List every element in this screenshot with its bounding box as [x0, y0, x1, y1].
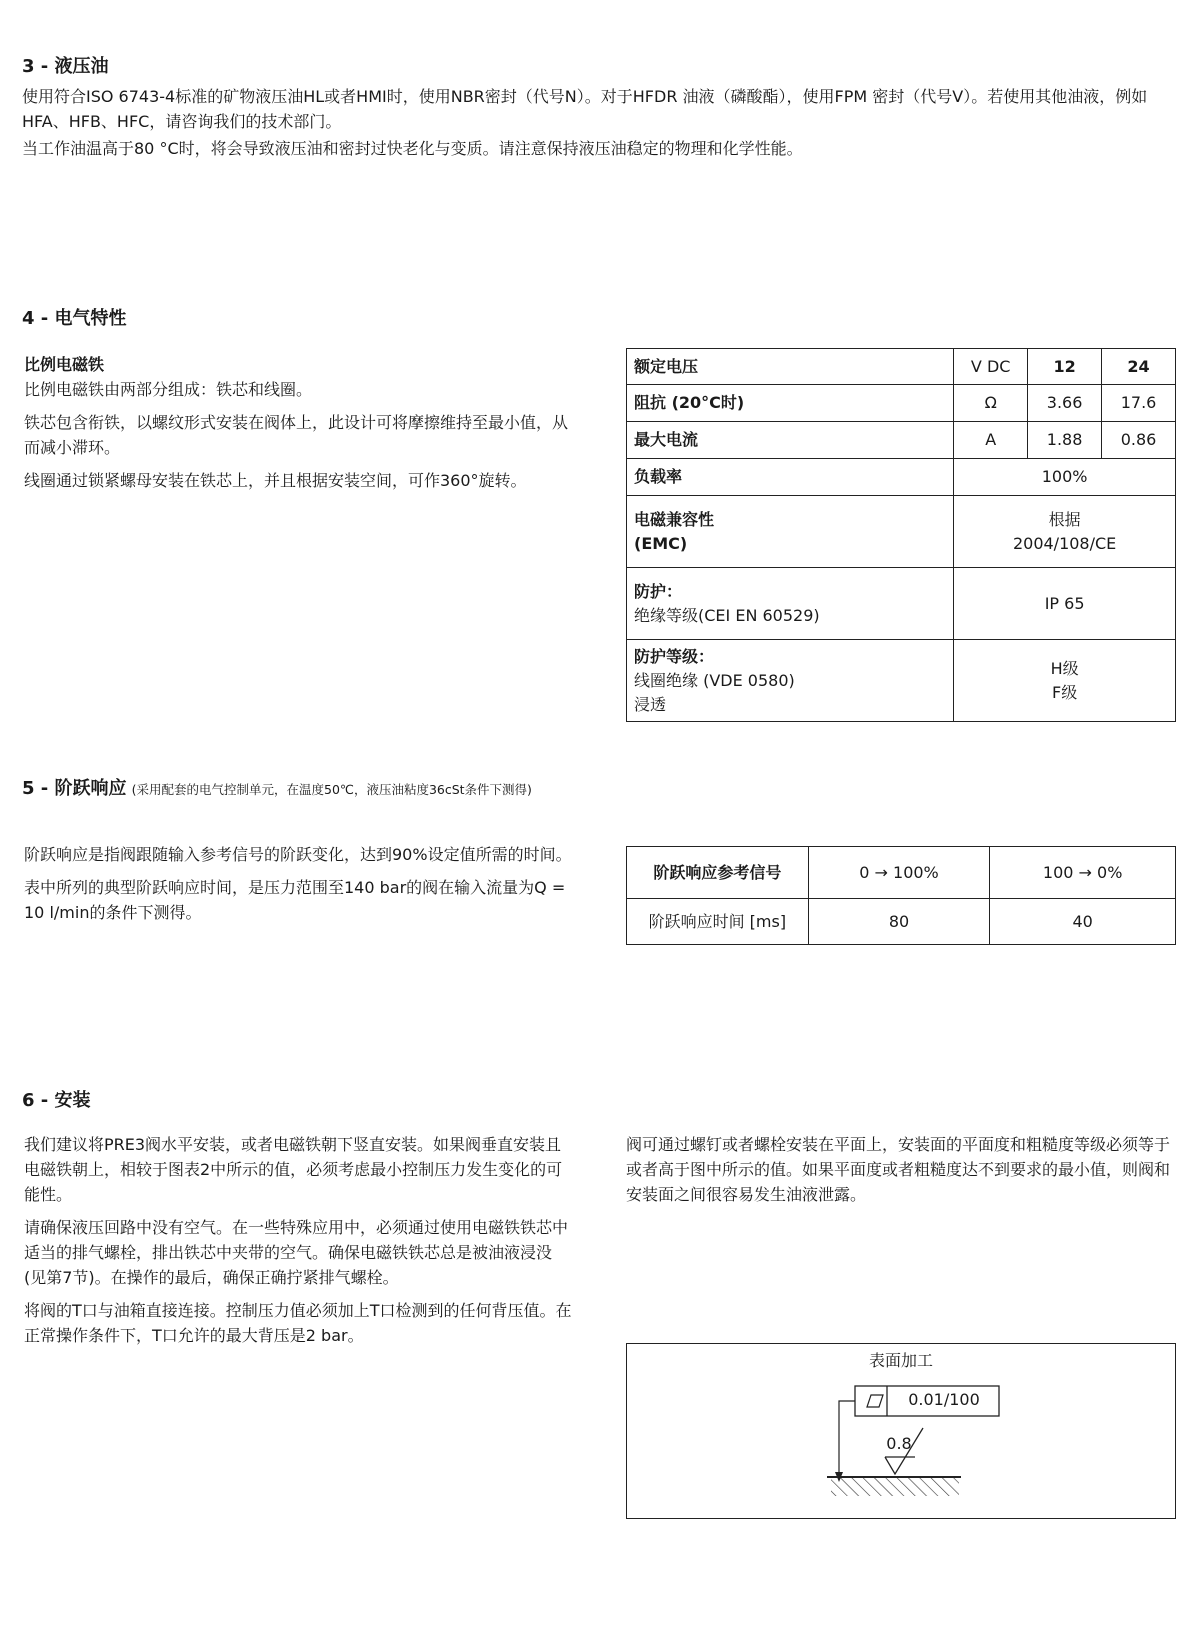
protection-class-value: [954, 640, 1176, 722]
protection-class-line-3: 浸透: [634, 694, 667, 714]
resistance-24: 17.6: [1102, 385, 1176, 422]
roughness-value: 0.8: [886, 1434, 912, 1453]
surface-finish-drawing: [627, 1344, 1175, 1518]
section-4-paragraph-3: 线圈通过锁紧螺母安装在铁芯上，并且根据安装空间，可作360°旋转。: [24, 471, 527, 490]
section-6-paragraph-3: 将阀的T口与油箱直接连接。控制压力值必须加上T口检测到的任何背压值。在正常操作条件下，T口允许的最大背压是2 bar。: [24, 1301, 572, 1345]
step-response-table: [626, 846, 1176, 945]
protection-label: [627, 568, 954, 640]
step-time-rise: 80: [808, 899, 990, 945]
leader-line: [839, 1401, 855, 1476]
surface-finish-figure: [626, 1343, 1176, 1519]
surface-finish-title: 表面加工: [868, 1351, 933, 1370]
table-row: [627, 899, 1176, 945]
step-signal-fall: 100 → 0%: [990, 847, 1176, 899]
duty-cycle-value: 100%: [954, 459, 1176, 496]
section-4-paragraph-2: 铁芯包含衔铁，以螺纹形式安装在阀体上，此设计可将摩擦维持至最小值，从而减小滞环。: [24, 413, 569, 457]
emc-value-line-2: 2004/108/CE: [1012, 533, 1117, 553]
flatness-icon: [867, 1395, 883, 1407]
section-4-body: [24, 352, 572, 501]
section-3-title: 3 - 液压油: [22, 56, 109, 77]
section-5-body: [24, 842, 572, 933]
section-5-note: (采用配套的电气控制单元，在温度50℃，液压油粘度36cSt条件下测得): [131, 782, 532, 797]
table-row: [627, 349, 1176, 385]
step-time-fall: 40: [990, 899, 1176, 945]
table-row: [627, 640, 1176, 722]
step-signal-label: 阶跃响应参考信号: [627, 847, 809, 899]
section-6-body-left: [24, 1132, 572, 1356]
emc-label-line-1: 电磁兼容性: [634, 509, 715, 529]
protection-label-line-1: 防护：: [634, 581, 683, 601]
protection-label-line-2: 绝缘等级(CEI EN 60529): [634, 605, 820, 625]
protection-class-line-1: 防护等级：: [634, 646, 715, 666]
max-current-unit: A: [954, 422, 1028, 459]
emc-label: [627, 496, 954, 568]
section-3-paragraph-2: 当工作油温高于80 °C时，将会导致液压油和密封过快老化与变质。请注意保持液压油稳定的物理和化学性能。: [22, 139, 803, 158]
section-6-title: 6 - 安装: [22, 1090, 91, 1111]
electrical-spec-table: [626, 348, 1176, 722]
table-row: [627, 847, 1176, 899]
step-time-label: 阶跃响应时间 [ms]: [627, 899, 809, 945]
rated-voltage-24: 24: [1102, 349, 1176, 385]
emc-value-line-1: 根据: [1048, 509, 1081, 529]
resistance-label: 阻抗 (20°C时): [627, 385, 954, 422]
step-signal-rise: 0 → 100%: [808, 847, 990, 899]
duty-cycle-label: 负载率: [627, 459, 954, 496]
flatness-value: 0.01/100: [908, 1390, 980, 1409]
section-6-paragraph-1: 我们建议将PRE3阀水平安装，或者电磁铁朝下竖直安装。如果阀垂直安装且电磁铁朝上，相较于图表2中所示的值，必须考虑最小控制压力发生变化的可能性。: [24, 1135, 563, 1204]
rated-voltage-unit: V DC: [954, 349, 1028, 385]
section-4-paragraph-1: 比例电磁铁由两部分组成：铁芯和线圈。: [24, 380, 313, 399]
table-row: [627, 496, 1176, 568]
protection-value: IP 65: [954, 568, 1176, 640]
section-6-body-right: [626, 1132, 1176, 1215]
surface-hatch: [831, 1478, 959, 1496]
table-row: [627, 459, 1176, 496]
table-row: [627, 385, 1176, 422]
max-current-24: 0.86: [1102, 422, 1176, 459]
section-5-title-block: [22, 778, 577, 801]
resistance-unit: Ω: [954, 385, 1028, 422]
table-row: [627, 422, 1176, 459]
section-6-paragraph-2: 请确保液压回路中没有空气。在一些特殊应用中，必须通过使用电磁铁铁芯中适当的排气螺栓，排出铁芯中夹带的空气。确保电磁铁铁芯总是被油液浸没(见第7节)。在操作的最后，确保正确拧紧排气螺栓。: [24, 1218, 569, 1287]
section-5-paragraph-1: 阶跃响应是指阀跟随输入参考信号的阶跃变化，达到90%设定值所需的时间。: [24, 845, 572, 864]
section-5-paragraph-2: 表中所列的典型阶跃响应时间，是压力范围至140 bar的阀在输入流量为Q = 10 l/min的条件下测得。: [24, 878, 566, 922]
emc-value: [954, 496, 1176, 568]
rated-voltage-label: 额定电压: [627, 349, 954, 385]
section-5-title: 5 - 阶跃响应: [22, 778, 127, 799]
table-row: [627, 568, 1176, 640]
protection-class-value-2: F级: [1052, 682, 1078, 702]
rated-voltage-12: 12: [1028, 349, 1102, 385]
section-4-title: 4 - 电气特性: [22, 308, 127, 329]
protection-class-label: [627, 640, 954, 722]
section-3-body: [22, 84, 1177, 169]
section-6-paragraph-4: 阀可通过螺钉或者螺栓安装在平面上，安装面的平面度和粗糙度等级必须等于或者高于图中所示的值。如果平面度或者粗糙度达不到要求的最小值，则阀和安装面之间很容易发生油液泄露。: [626, 1135, 1171, 1204]
protection-class-value-1: H级: [1050, 658, 1079, 678]
section-4-subtitle: 比例电磁铁: [24, 355, 105, 374]
emc-label-line-2: (EMC): [634, 533, 688, 553]
resistance-12: 3.66: [1028, 385, 1102, 422]
max-current-label: 最大电流: [627, 422, 954, 459]
max-current-12: 1.88: [1028, 422, 1102, 459]
section-3-paragraph-1: 使用符合ISO 6743-4标准的矿物液压油HL或者HMI时，使用NBR密封（代号N）。对于HFDR 油液（磷酸酯），使用FPM 密封（代号V）。若使用其他油液，例如HFA、HFB、HFC，请咨询我们的技术部门。: [22, 87, 1148, 131]
protection-class-line-2: 线圈绝缘 (VDE 0580): [634, 670, 795, 690]
